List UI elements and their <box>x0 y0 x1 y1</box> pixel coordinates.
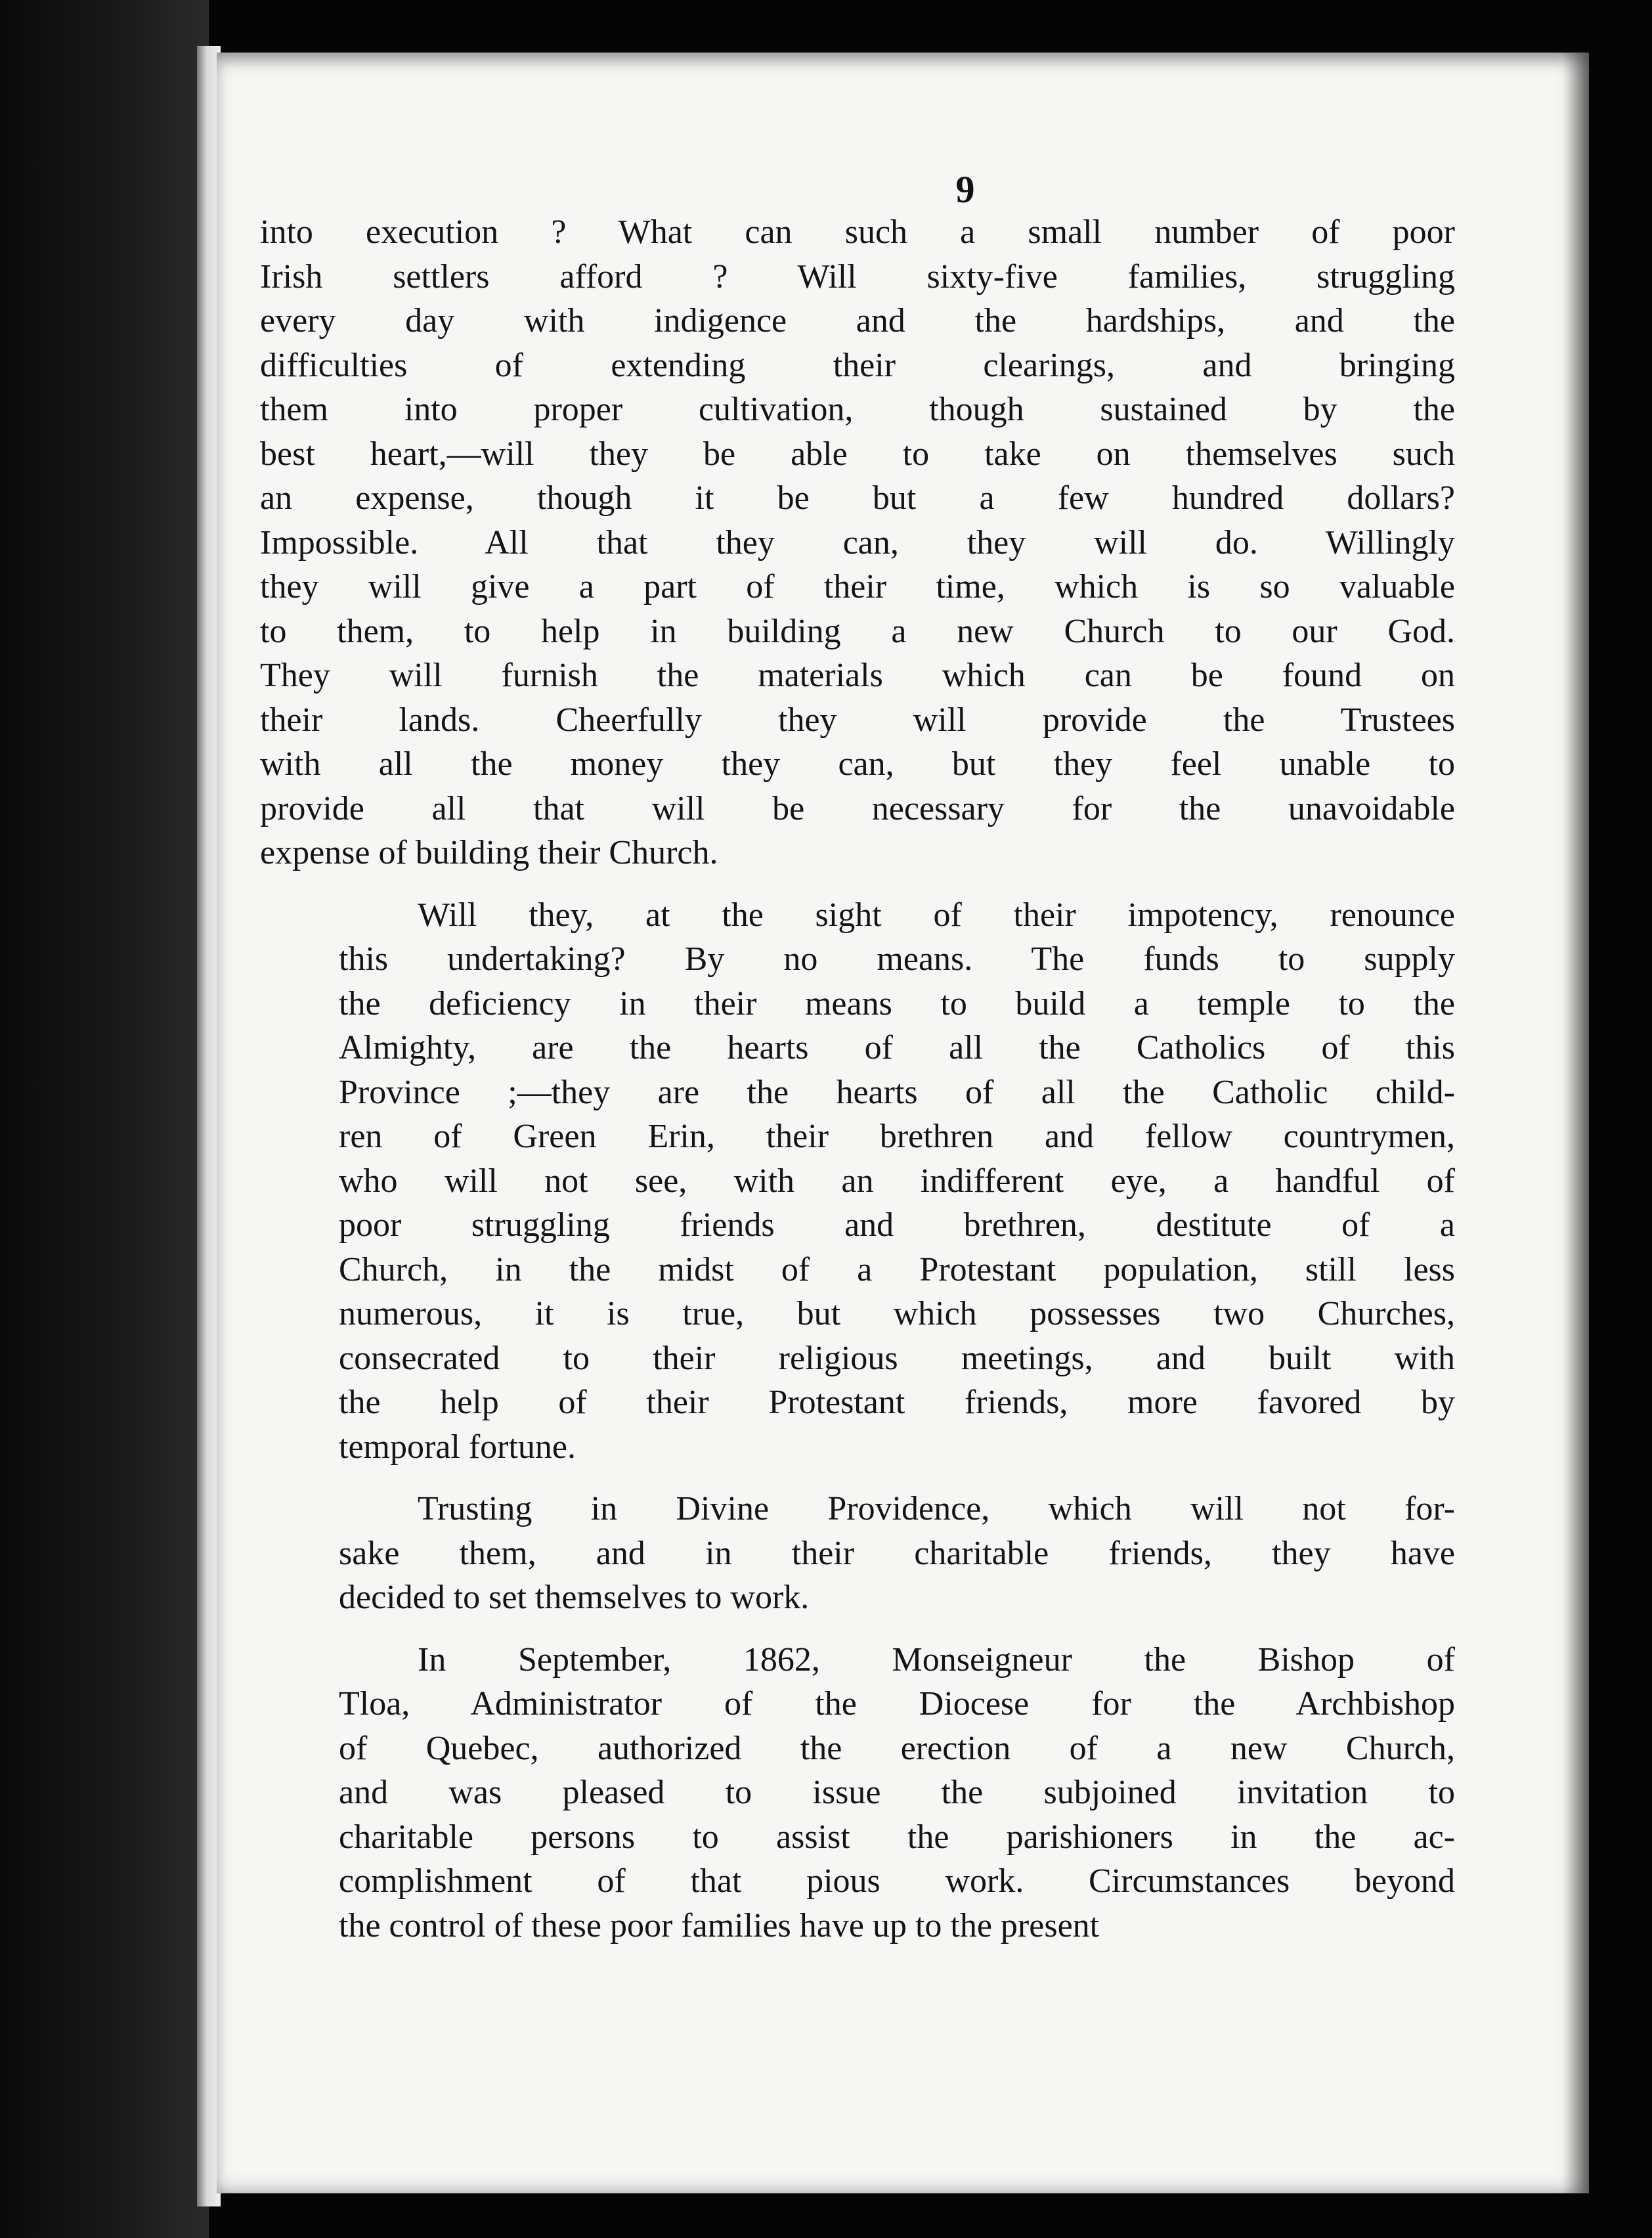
text-line: numerous, it is true, but which possesses two Churches, <box>339 1295 1455 1332</box>
text-line: Almighty, are the hearts of all the Catholics of this <box>339 1029 1455 1066</box>
paragraph <box>260 1487 1455 1620</box>
text-line: difficulties of extending their clearings, and bringing <box>260 346 1455 384</box>
text-line: the help of their Protestant friends, more favored by <box>339 1384 1455 1421</box>
text-line: In September, 1862, Monseigneur the Bishop of <box>418 1640 1455 1678</box>
text-line: of Quebec, authorized the erection of a new Church, <box>339 1729 1455 1767</box>
text-line: complishment of that pious work. Circumstances beyond <box>339 1862 1455 1900</box>
text-line: Trusting in Divine Providence, which will not for- <box>418 1490 1455 1527</box>
text-line: expense of building their Church. <box>260 834 718 871</box>
text-line: best heart,—will they be able to take on themselves such <box>260 435 1455 473</box>
text-line: this undertaking? By no means. The funds to supply <box>339 940 1455 978</box>
text-line: into execution ? What can such a small number of poor <box>260 213 1455 251</box>
text-line: consecrated to their religious meetings, and built with <box>339 1339 1455 1377</box>
text-line: Impossible. All that they can, they will do. Willingly <box>260 523 1455 561</box>
text-line: provide all that will be necessary for the unavoidable <box>260 789 1455 827</box>
text-line: to them, to help in building a new Church to our God. <box>260 612 1455 650</box>
page-edge-shadow <box>1563 53 1589 2193</box>
text-line: poor struggling friends and brethren, destitute of a <box>339 1206 1455 1244</box>
page-number: 9 <box>955 168 975 211</box>
body-text <box>260 210 1455 1948</box>
text-line: charitable persons to assist the parishioners in the ac- <box>339 1818 1455 1856</box>
book-gutter <box>0 0 209 2238</box>
paragraph <box>260 1638 1455 1948</box>
text-line: the control of these poor families have up to the present <box>339 1906 1100 1944</box>
text-line: Tloa, Administrator of the Diocese for the Archbishop <box>339 1685 1455 1722</box>
text-line: with all the money they can, but they feel unable to <box>260 745 1455 783</box>
text-line: They will furnish the materials which can be found on <box>260 657 1455 694</box>
text-line: and was pleased to issue the subjoined invitation to <box>339 1774 1455 1811</box>
text-line: them into proper cultivation, though sustained by the <box>260 391 1455 428</box>
text-line: every day with indigence and the hardships, and the <box>260 302 1455 340</box>
text-line: temporal fortune. <box>339 1428 576 1466</box>
text-line: Will they, at the sight of their impotency, renounce <box>418 896 1455 934</box>
text-line: Church, in the midst of a Protestant population, still less <box>339 1250 1455 1288</box>
text-line: the deficiency in their means to build a temple to the <box>339 984 1455 1022</box>
text-line: Province ;—they are the hearts of all the Catholic child- <box>339 1073 1455 1111</box>
text-line: who will not see, with an indifferent eye, a handful of <box>339 1162 1455 1200</box>
text-line: an expense, though it be but a few hundred dollars? <box>260 479 1455 517</box>
text-line: sake them, and in their charitable friends, they have <box>339 1534 1455 1572</box>
text-line: ren of Green Erin, their brethren and fellow countrymen, <box>339 1118 1455 1155</box>
text-line: their lands. Cheerfully they will provide the Trustees <box>260 701 1455 739</box>
text-line: Irish settlers afford ? Will sixty-five families, struggling <box>260 257 1455 296</box>
text-line: decided to set themselves to work. <box>339 1579 810 1616</box>
paragraph <box>260 210 1455 875</box>
text-line: they will give a part of their time, which is so valuable <box>260 568 1455 605</box>
paragraph <box>260 893 1455 1470</box>
